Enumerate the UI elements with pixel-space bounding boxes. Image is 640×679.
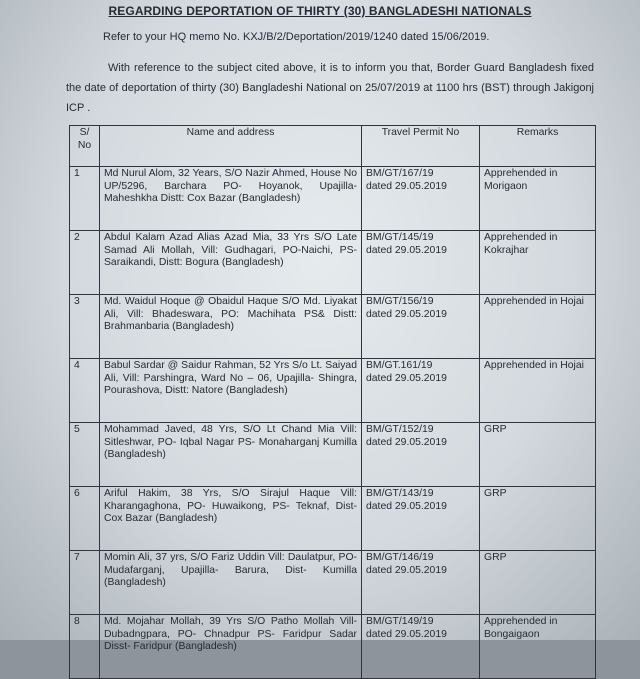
cell-travel-permit [362,359,480,423]
permit-date: dated 29.05.2019 [366,180,447,192]
cell-sl-no: 8 [70,615,100,679]
cell-remarks: GRP [480,487,596,551]
table-row [70,167,596,231]
permit-number: BM/GT/146/19 [366,552,434,563]
cell-remarks: Apprehended in Hojai [480,295,596,359]
table-row [70,231,596,295]
permit-date: dated 29.05.2019 [366,372,447,384]
permit-date: dated 29.05.2019 [366,244,447,256]
cell-name-address: Momin Ali, 37 yrs, S/O Fariz Uddin Vill: Daulatpur, PO- Mudafarganj, Upajilla- Barura, Dist- Kumilla (Bangladesh) [100,551,362,615]
cell-sl-no: 3 [70,295,100,359]
cell-sl-no: 5 [70,423,100,487]
cell-remarks: GRP [480,551,596,615]
permit-number: BM/GT/152/19 [366,424,434,435]
cell-sl-no: 7 [70,551,100,615]
header-sl-no: S/ No [70,126,100,167]
cell-sl-no: 2 [70,231,100,295]
cell-name-address: Babul Sardar @ Saidur Rahman, 52 Yrs S/o Lt. Saiyad Ali, Vill: Parshingra, Ward No – 06, Upajilla- Shingra, Pourashova, Distt: Natore (Bangladesh) [100,359,362,423]
cell-remarks: Apprehended in Hojai [480,359,596,423]
table-row [70,359,596,423]
table-row [70,615,596,679]
cell-travel-permit [362,615,480,679]
permit-date: dated 29.05.2019 [366,308,447,320]
permit-number: BM/GT/167/19 [366,168,434,179]
cell-sl-no: 6 [70,487,100,551]
cell-name-address: Abdul Kalam Azad Alias Azad Mia, 33 Yrs S/O Late Samad Ali Mollah, Vill: Gudhagari, PO-Naichi, PS-Saraikandi, Distt: Bogura (Bangladesh) [100,231,362,295]
cell-remarks: Apprehended in Kokrajhar [480,231,596,295]
table-row [70,487,596,551]
permit-number: BM/GT.161/19 [366,360,433,371]
cell-travel-permit [362,423,480,487]
cell-travel-permit [362,551,480,615]
cell-travel-permit [362,231,480,295]
permit-date: dated 29.05.2019 [366,500,447,512]
permit-date: dated 29.05.2019 [366,564,447,576]
cell-name-address: Mohammad Javed, 48 Yrs, S/O Lt Chand Mia Vill: Sitleshwar, PO- Iqbal Nagar PS- Monaharganj Kumilla (Bangladesh) [100,423,362,487]
header-remarks: Remarks [480,126,596,167]
table-row [70,295,596,359]
reference-line: Refer to your HQ memo No. KXJ/B/2/Deportation/2019/1240 dated 15/06/2019. [103,31,490,43]
cell-travel-permit [362,295,480,359]
cell-remarks: Apprehended in Morigaon [480,167,596,231]
table-row [70,423,596,487]
table-row [70,551,596,615]
permit-number: BM/GT/143/19 [366,488,434,499]
cell-name-address: Md. Waidul Hoque @ Obaidul Haque S/O Md. Liyakat Ali, Vill: Bhadeswara, PO: Machihata PS& Distt: Brahmanbaria (Bangladesh) [100,295,362,359]
permit-date: dated 29.05.2019 [366,628,447,640]
cell-sl-no: 4 [70,359,100,423]
permit-date: dated 29.05.2019 [366,436,447,448]
permit-number: BM/GT/156/19 [366,296,434,307]
cell-travel-permit [362,487,480,551]
header-name-address: Name and address [100,126,362,167]
header-travel-permit: Travel Permit No [362,126,480,167]
cell-travel-permit [362,167,480,231]
cell-sl-no: 1 [70,167,100,231]
cell-name-address: Md Nurul Alom, 32 Years, S/O Nazir Ahmed, House No UP/5296, Barchara PO- Hoyanok, Upajilla- Maheshkha Distt: Cox Bazar (Bangladesh) [100,167,362,231]
cell-remarks: GRP [480,423,596,487]
document-heading: REGARDING DEPORTATION OF THIRTY (30) BANGLADESHI NATIONALS [108,4,532,18]
permit-number: BM/GT/145/19 [366,232,434,243]
cell-name-address: Md. Mojahar Mollah, 39 Yrs S/O Patho Mollah Vill- Dubadngpara, PO- Chnadpur PS- Faridpur Sadar Disst- Faridpur (Bangladesh) [100,615,362,679]
cell-remarks: Apprehended in Bongaigaon [480,615,596,679]
deportation-table [69,125,596,679]
cell-name-address: Ariful Hakim, 38 Yrs, S/O Sirajul Haque Vill: Kharangaghona, PO- Huwaikong, PS- Teknaf, Dist- Cox Bazar (Bangladesh) [100,487,362,551]
body-paragraph: With reference to the subject cited above, it is to inform you that, Border Guard Bangladesh fixed the date of deportation of thirty (30) Bangladeshi National on 25/07/2019 at 1100 hrs (BST) through Jakigonj ICP . [66,62,594,114]
table-header-row [70,126,596,167]
permit-number: BM/GT/149/19 [366,616,434,627]
